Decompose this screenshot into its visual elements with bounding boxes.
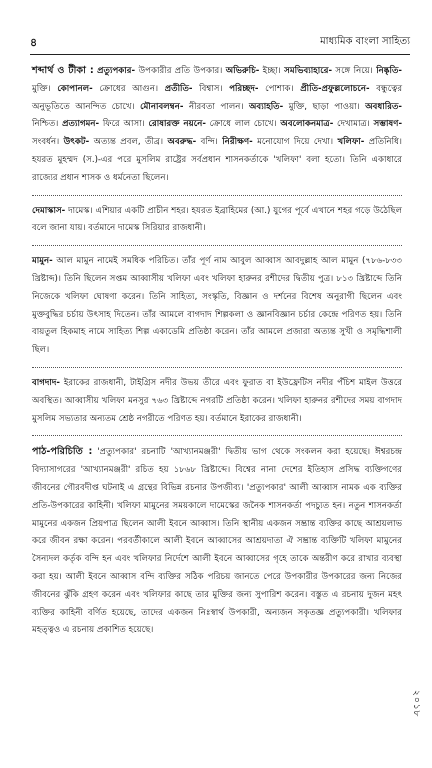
glossary-term: প্রীতি-প্রফুল্ললোচনে-: [300, 83, 370, 94]
note-term: মামুন-: [32, 256, 53, 267]
note-term: বাগদাদ-: [32, 377, 60, 388]
glossary-term: উৎকট-: [63, 137, 90, 148]
glossary-term: অবধারিত-: [365, 101, 402, 112]
header-rule: [30, 54, 410, 55]
glossary-meaning: ইচ্ছা।: [262, 66, 281, 76]
glossary-term: নিষ্কৃতি-: [376, 66, 402, 76]
note-text: ইরাকের রাজধানী, টাইগ্রিস নদীর উভয় তীরে এবং ফুরাত বা ইউফ্রেটিস নদীর পঁচিশ মাইল উত্তরে অবস্থিত। আব্বাসীয় খলিফা মনসুর ৭৬৩ খ্রিষ্টাব্দে নগরটি প্রতিষ্ঠা করেন। খলিফা হারুনর রশীদের সময় বাগদাদ মুসলিম সভ্যতার অন্যতম শ্রেষ্ঠ নগরীতে পরিণত হয়। বর্তমানে ইরাকের রাজধানী।: [32, 377, 402, 424]
glossary-term: পরিচ্ছদ-: [229, 83, 259, 94]
context-text: 'প্রত্যুপকার' রচনাটি 'আখ্যানমঞ্জরী' দ্বিতীয় ভাগ থেকে সংকলন করা হয়েছে। ঈশ্বরচন্দ্র বিদ্যাসাগরের 'আখ্যানমঞ্জরী' রচিত হয় ১৮৬৮ খ্রিষ্টাব্দে। বিশ্বের নানা দেশের ইতিহাস প্রসিদ্ধ ব্যক্তিগণের জীবনের গৌরবদীপ্ত ঘটনাই এ গ্রন্থের বিভিন্ন রচনার উপজীব্য। 'প্রত্যুপকার' আলী আব্বাস নামক এক ব্যক্তির প্রতি-উপকারের কাহিনী। খলিফা মামুনের সময়কালে দামেস্কের জনৈক শাসনকর্তা পদচ্যুত হন। নতুন শাসনকর্তা মামুনের একজন প্রিয়পাত্র ছিলেন আলী ইবনে আব্বাস। তিনি স্থানীয় একজন সম্ভ্রান্ত ব্যক্তির কাছে আশ্রয়লাভ করে জীবন রক্ষা করেন। পরবর্তীকালে আলী ইবনে আব্বাসের আশ্রয়দাতা ঐ সম্ভ্রান্ত ব্যক্তিটি খলিফা মামুনের সৈন্যদল কর্তৃক বন্দি হন এবং খলিফার নির্দেশে আলী ইবনে আব্বাসের গৃহে তাকে অন্তরীণ করে রাখার ব্যবস্থা করা হয়। আলী ইবনে আব্বাস বন্দি ব্যক্তির সঠিক পরিচয় জানতে পেরে উপকারীর উপকারের জন্য নিজের জীবনের ঝুঁকি গ্রহণ করেন এবং খলিফার কাছে তার মুক্তির জন্য সুপারিশ করেন। বস্তুত এ রচনায় দুজন মহৎ ব্যক্তির কাহিনী বর্ণিত হয়েছে, তাদের একজন নিঃস্বার্থ উপকারী, অন্যজন সকৃতজ্ঞ প্রত্যুপকারী। খলিফার মহত্ত্বও এ রচনায় প্রকাশিত হয়েছে।: [32, 447, 402, 636]
book-title: মাধ্যমিক বাংলা সাহিত্য: [320, 36, 410, 47]
glossary-term: অভিরুচি-: [225, 66, 260, 76]
glossary-meaning: নিশ্চিত।: [32, 119, 59, 130]
glossary-term: প্রত্যুপকার-: [97, 66, 136, 76]
note-text: আল মামুন নামেই সমধিক পরিচিত। তাঁর পূর্ণ নাম আবুল আব্বাস আবদুল্লাহ আল মামুন (৭৮৬-৮৩৩ খ্রিষ্টাব্দ)। তিনি ছিলেন সপ্তম আব্বাসীয় খলিফা এবং খলিফা হারুনর রশীদের দ্বিতীয় পুত্র। ৮১৩ খ্রিষ্টাব্দে তিনি নিজেকে খলিফা ঘোষণা করেন। তিনি সাহিত্য, সংস্কৃতি, বিজ্ঞান ও দর্শনের বিশেষ অনুরাগী ছিলেন এবং মুক্তবুদ্ধির চর্চায় উৎসাহ দিতেন। তাঁর আমলে বাগদাদ শিল্পকলা ও জ্ঞানবিজ্ঞান চর্চার কেন্দ্রে পরিণত হয়। তিনি বায়তুল হিকমাহ নামে সাহিত্য শিল্প একাডেমি প্রতিষ্ঠা করেন। তাঁর আমলে প্রজারা অত্যন্ত সুখী ও সমৃদ্ধিশালী ছিল।: [32, 256, 403, 356]
glossary-meaning: সংবর্ধন।: [32, 137, 60, 148]
glossary-term: প্রতীতি-: [164, 83, 193, 94]
glossary-meaning: ফিরে আসা।: [102, 119, 145, 130]
glossary-term: সম্ভাষণ-: [373, 119, 403, 130]
note-mamun: [32, 253, 402, 360]
note-baghdad: [32, 375, 402, 428]
glossary-meaning: দেখামাত্র।: [337, 119, 370, 130]
glossary-term: প্রত্যাগমন-: [62, 119, 100, 130]
glossary-meaning: মুক্তি।: [32, 83, 51, 94]
note-term: দেমাস্কাস-: [32, 205, 66, 216]
glossary-term: নিরীক্ষণ-: [222, 137, 253, 148]
glossary-meaning: মনোযোগ দিয়ে দেখা।: [257, 137, 334, 148]
glossary-term: রোষারক্ত নয়নে-: [148, 119, 206, 130]
glossary-term: অবলোকনমাত্র-: [280, 119, 334, 130]
glossary-heading: শব্দার্থ ও টীকা :: [32, 65, 94, 76]
glossary-term: অবরুদ্ধ-: [167, 137, 197, 148]
glossary-meaning: ক্রোধে লাল চোখে।: [209, 119, 277, 130]
glossary-meaning: সঙ্গে নিয়ে।: [335, 66, 373, 76]
glossary-meaning: পোশাক।: [265, 83, 294, 94]
section-divider: [32, 367, 402, 368]
glossary-meaning: মুক্তি, ছাড়া পাওয়া।: [288, 101, 360, 112]
glossary-meaning: নীরবতা পালন।: [188, 101, 244, 112]
glossary-term: কোপানল-: [57, 83, 93, 94]
page-content: [32, 62, 402, 646]
glossary-meaning: প্রতিনিধি। হযরত মুহম্মদ (স.)-এর পরে মুসলিম রাষ্ট্রের সর্বপ্রধান শাসনকর্তাকে 'খলিফা' বলা হতো। তিনি একাধারে রাজ্যের প্রধান শাসক ও ধর্মনেতা ছিলেন।: [32, 137, 402, 183]
glossary-meaning: বন্ধুত্বের অনুভূতিতে আনন্দিত চোখে।: [32, 83, 403, 112]
section-divider: [32, 245, 402, 246]
section-divider: [32, 435, 402, 436]
glossary-meaning: বন্দি।: [200, 137, 218, 148]
lesson-context: [32, 443, 402, 640]
glossary-meaning: অত্যন্ত প্রবল, তীব্র।: [93, 137, 164, 148]
note-damascus: [32, 203, 402, 239]
glossary-term: মৌনাবলম্বন-: [140, 101, 184, 112]
glossary-section: [32, 62, 402, 188]
glossary-term: সমভিব্যাহারে-: [284, 66, 333, 76]
glossary-meaning: ক্রোধের আগুন।: [99, 83, 159, 94]
side-page-number: ২০১৮: [411, 690, 421, 718]
page-header: [30, 34, 410, 52]
glossary-meaning: উপকারীর প্রতি উপকার।: [138, 66, 223, 76]
glossary-term: অব্যাহতি-: [248, 101, 284, 112]
glossary-term: খলিফা-: [337, 137, 365, 148]
section-divider: [32, 195, 402, 196]
glossary-meaning: বিশ্বাস।: [199, 83, 223, 94]
page-number: ৪: [30, 36, 38, 49]
note-text: দামেস্ক। এশিয়ার একটি প্রাচীন শহর। হযরত ইব্রাহিমের (আ.) যুগের পূর্বে এখানে শহর গড়ে উঠেছিল বলে জানা যায়। বর্তমানে দামেস্ক সিরিয়ার রাজধানী।: [32, 205, 403, 234]
context-heading: পাঠ-পরিচিতি :: [32, 446, 93, 458]
